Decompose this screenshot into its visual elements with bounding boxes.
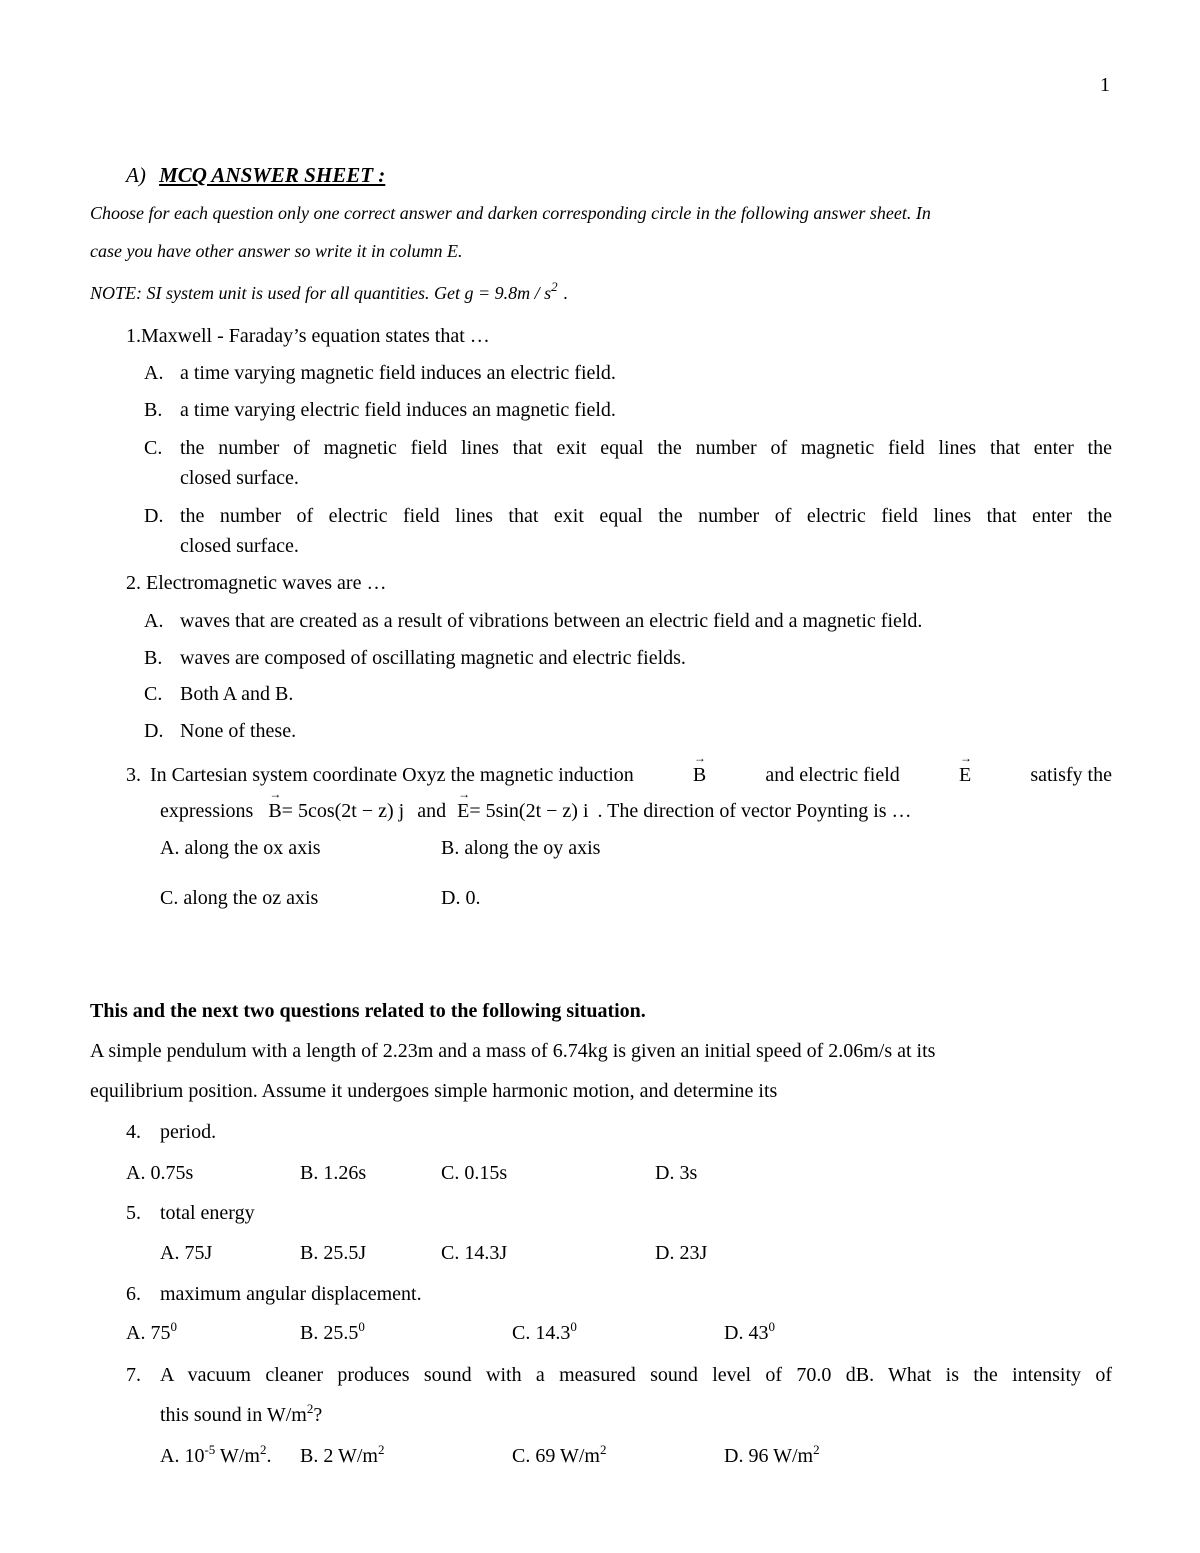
b-vector-symbol: → B xyxy=(693,764,706,787)
q3-option-c: C. along the oz axis xyxy=(160,887,319,909)
note-line xyxy=(90,279,569,304)
q2-option-a-text: waves that are created as a result of vibrations between an electric field and a magnetic field. xyxy=(180,610,923,632)
option-end: . xyxy=(266,1445,272,1467)
question-3-number: 3. xyxy=(126,764,141,786)
degree-mark: 0 xyxy=(768,1319,775,1334)
situation-line-2: equilibrium position. Assume it undergoes simple harmonic motion, and determine its xyxy=(90,1080,778,1102)
option-text: C. 14.3 xyxy=(512,1322,571,1344)
option-exponent: -5 xyxy=(204,1442,216,1457)
question-number: 2. xyxy=(126,572,141,594)
q6-option-c xyxy=(512,1319,577,1345)
question-4-number: 4. xyxy=(126,1121,141,1143)
q5-option-d: D. 23J xyxy=(655,1242,708,1264)
question-5-stem: total energy xyxy=(160,1202,255,1224)
q1-option-c-line-2: closed surface. xyxy=(180,467,299,489)
section-title: MCQ ANSWER SHEET : xyxy=(159,163,386,187)
note-end: . xyxy=(563,283,569,303)
question-7-line-2 xyxy=(160,1401,323,1427)
q3-text-mid: and electric field xyxy=(765,764,900,786)
degree-mark: 0 xyxy=(170,1319,177,1334)
question-stem: Maxwell - Faraday’s equation states that … xyxy=(141,325,490,347)
q3-option-d: D. 0. xyxy=(441,887,481,909)
q1-option-c-line-1: the number of magnetic field lines that exit equal the number of magnetic field lines that enter the xyxy=(180,437,1112,459)
question-number: 1. xyxy=(126,325,141,347)
page-number: 1 xyxy=(1100,74,1110,96)
q3-and: and xyxy=(417,800,447,822)
q4-option-b: B. 1.26s xyxy=(300,1162,367,1184)
q2-option-a: A. xyxy=(144,610,164,632)
unit-exponent: 2 xyxy=(813,1442,820,1457)
question-3-line-2 xyxy=(160,800,912,823)
q3-text-end: satisfy the xyxy=(1030,764,1112,786)
q1-option-d-line-2: closed surface. xyxy=(180,535,299,557)
note-text: NOTE: SI system unit is used for all quantities. Get g = 9.8m / s xyxy=(90,283,552,303)
q7-option-b xyxy=(300,1442,385,1468)
q3-expressions-label: expressions xyxy=(160,800,254,822)
question-6-stem: maximum angular displacement. xyxy=(160,1283,422,1305)
unit-exponent: 2 xyxy=(377,1442,385,1457)
q1-option-a-text: a time varying magnetic field induces an electric field. xyxy=(180,362,616,384)
q3-option-a: A. along the ox axis xyxy=(160,837,321,859)
option-text: D. 43 xyxy=(724,1322,769,1344)
q3-text-start: In Cartesian system coordinate Oxyz the magnetic induction xyxy=(150,764,634,786)
q4-option-a: A. 0.75s xyxy=(126,1162,194,1184)
q7-option-c xyxy=(512,1442,607,1468)
question-6-number: 6. xyxy=(126,1283,141,1305)
question-5-number: 5. xyxy=(126,1202,141,1224)
section-header xyxy=(126,163,385,188)
question-3-line-1 xyxy=(150,764,1112,787)
degree-mark: 0 xyxy=(358,1319,365,1334)
section-prefix: A) xyxy=(126,163,146,187)
e-vector-symbol: → E xyxy=(457,800,469,823)
option-text: B. 2 W/m xyxy=(300,1445,378,1467)
q2-option-b: B. xyxy=(144,647,163,669)
b-expression: = 5cos(2t − z) j xyxy=(281,800,405,822)
q5-option-c: C. 14.3J xyxy=(441,1242,508,1264)
b-vector-symbol: → B xyxy=(268,800,281,823)
question-2 xyxy=(126,572,386,595)
question-4-stem: period. xyxy=(160,1121,217,1143)
q2-option-d-text: None of these. xyxy=(180,720,297,742)
q4-option-c: C. 0.15s xyxy=(441,1162,508,1184)
option-text: B. 25.5 xyxy=(300,1322,359,1344)
q7-line2-text: this sound in W/m xyxy=(160,1404,307,1426)
q1-option-c: C. xyxy=(144,437,163,459)
option-text: D. 96 W/m xyxy=(724,1445,814,1467)
option-unit: W/m xyxy=(215,1445,260,1467)
q4-option-d: D. 3s xyxy=(655,1162,698,1184)
e-vector-symbol: → E xyxy=(959,764,971,787)
q5-option-a: A. 75J xyxy=(160,1242,213,1264)
q1-option-d: D. xyxy=(144,505,164,527)
instruction-line-1: Choose for each question only one correct answer and darken corresponding circle in the following answer sheet. In xyxy=(90,203,931,223)
q3-option-b: B. along the oy axis xyxy=(441,837,601,859)
degree-mark: 0 xyxy=(570,1319,577,1334)
q1-option-b: B. xyxy=(144,399,163,421)
q1-option-d-line-1: the number of electric field lines that exit equal the number of electric field lines that enter the xyxy=(180,505,1112,527)
note-exponent: 2 xyxy=(551,279,558,294)
q6-option-a xyxy=(126,1319,177,1345)
q2-option-d: D. xyxy=(144,720,164,742)
unit-exponent: 2 xyxy=(599,1442,607,1457)
q1-option-b-text: a time varying electric field induces an magnetic field. xyxy=(180,399,616,421)
q6-option-b xyxy=(300,1319,365,1345)
e-expression: = 5sin(2t − z) i xyxy=(469,800,589,822)
q7-option-a xyxy=(160,1442,272,1468)
q7-line2-exponent: 2 xyxy=(306,1401,314,1416)
q5-option-b: B. 25.5J xyxy=(300,1242,367,1264)
option-label: A. xyxy=(144,362,164,384)
question-7-number: 7. xyxy=(126,1364,141,1386)
situation-line-1: A simple pendulum with a length of 2.23m and a mass of 6.74kg is given an initial speed of 2.06m/s at its xyxy=(90,1040,936,1062)
q2-option-b-text: waves are composed of oscillating magnetic and electric fields. xyxy=(180,647,686,669)
q3-text-tail: . The direction of vector Poynting is … xyxy=(597,800,912,822)
option-text: A. 75 xyxy=(126,1322,171,1344)
q6-option-d xyxy=(724,1319,775,1345)
q7-option-d xyxy=(724,1442,820,1468)
question-stem: Electromagnetic waves are … xyxy=(146,572,387,594)
option-text: A. 10 xyxy=(160,1445,205,1467)
question-1 xyxy=(126,325,490,348)
instruction-line-2: case you have other answer so write it in column E. xyxy=(90,241,463,261)
q2-option-c: C. xyxy=(144,683,163,705)
q7-line2-end: ? xyxy=(313,1404,323,1426)
q2-option-c-text: Both A and B. xyxy=(180,683,294,705)
unit-exponent: 2 xyxy=(259,1442,267,1457)
question-7-line-1: A vacuum cleaner produces sound with a measured sound level of 70.0 dB. What is the intensity of xyxy=(160,1364,1112,1386)
situation-heading: This and the next two questions related to the following situation. xyxy=(90,1000,646,1022)
option-text: C. 69 W/m xyxy=(512,1445,600,1467)
q1-option-a xyxy=(144,362,163,385)
